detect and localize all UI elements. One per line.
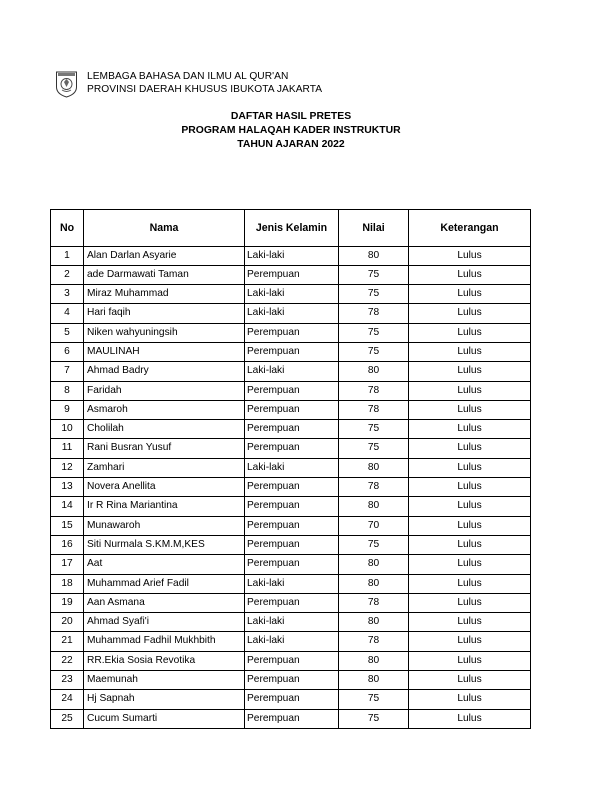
- cell-keterangan: Lulus: [409, 400, 531, 419]
- cell-jenis-kelamin: Laki-laki: [245, 458, 339, 477]
- cell-nama: ade Darmawati Taman: [84, 265, 245, 284]
- cell-jenis-kelamin: Laki-laki: [245, 574, 339, 593]
- cell-keterangan: Lulus: [409, 323, 531, 342]
- cell-nilai: 75: [339, 265, 409, 284]
- cell-nilai: 78: [339, 593, 409, 612]
- cell-keterangan: Lulus: [409, 671, 531, 690]
- cell-no: 8: [51, 381, 84, 400]
- cell-no: 6: [51, 342, 84, 361]
- cell-keterangan: Lulus: [409, 613, 531, 632]
- cell-nama: Ahmad Badry: [84, 362, 245, 381]
- cell-nama: Novera Anellita: [84, 478, 245, 497]
- title-line-3: TAHUN AJARAN 2022: [237, 138, 345, 150]
- cell-keterangan: Lulus: [409, 458, 531, 477]
- cell-nama: Muhammad Fadhil Mukhbith: [84, 632, 245, 651]
- table-row: [51, 304, 531, 323]
- cell-nama: Ahmad Syafi'i: [84, 613, 245, 632]
- cell-keterangan: Lulus: [409, 246, 531, 265]
- cell-nilai: 78: [339, 304, 409, 323]
- cell-nama: Ir R Rina Mariantina: [84, 497, 245, 516]
- cell-no: 9: [51, 400, 84, 419]
- header-no: No: [51, 210, 84, 247]
- cell-no: 12: [51, 458, 84, 477]
- table-header-row: [51, 210, 531, 247]
- cell-nilai: 80: [339, 362, 409, 381]
- cell-keterangan: Lulus: [409, 555, 531, 574]
- table-row: [51, 400, 531, 419]
- cell-nilai: 75: [339, 709, 409, 728]
- cell-keterangan: Lulus: [409, 362, 531, 381]
- cell-nama: Hj Sapnah: [84, 690, 245, 709]
- table-row: [51, 516, 531, 535]
- cell-nama: Maemunah: [84, 671, 245, 690]
- cell-jenis-kelamin: Perempuan: [245, 420, 339, 439]
- cell-no: 2: [51, 265, 84, 284]
- cell-nama: Hari faqih: [84, 304, 245, 323]
- cell-nilai: 75: [339, 439, 409, 458]
- cell-keterangan: Lulus: [409, 709, 531, 728]
- cell-keterangan: Lulus: [409, 593, 531, 612]
- cell-nilai: 80: [339, 555, 409, 574]
- cell-keterangan: Lulus: [409, 651, 531, 670]
- cell-jenis-kelamin: Perempuan: [245, 690, 339, 709]
- cell-jenis-kelamin: Perempuan: [245, 342, 339, 361]
- institution-name: LEMBAGA BAHASA DAN ILMU AL QUR'AN: [87, 71, 289, 82]
- cell-jenis-kelamin: Perempuan: [245, 593, 339, 612]
- cell-jenis-kelamin: Perempuan: [245, 381, 339, 400]
- cell-nama: Aat: [84, 555, 245, 574]
- cell-nilai: 80: [339, 671, 409, 690]
- cell-no: 3: [51, 285, 84, 304]
- cell-nilai: 75: [339, 535, 409, 554]
- cell-nilai: 80: [339, 497, 409, 516]
- table-row: [51, 458, 531, 477]
- cell-nama: RR.Ekia Sosia Revotika: [84, 651, 245, 670]
- cell-nilai: 80: [339, 458, 409, 477]
- cell-nama: Asmaroh: [84, 400, 245, 419]
- table-row: [51, 593, 531, 612]
- cell-jenis-kelamin: Perempuan: [245, 516, 339, 535]
- cell-keterangan: Lulus: [409, 478, 531, 497]
- cell-nama: Faridah: [84, 381, 245, 400]
- table-row: [51, 613, 531, 632]
- cell-nama: Cholilah: [84, 420, 245, 439]
- cell-no: 14: [51, 497, 84, 516]
- cell-nama: Rani Busran Yusuf: [84, 439, 245, 458]
- cell-jenis-kelamin: Laki-laki: [245, 613, 339, 632]
- cell-jenis-kelamin: Perempuan: [245, 497, 339, 516]
- header-nilai: Nilai: [339, 210, 409, 247]
- cell-keterangan: Lulus: [409, 381, 531, 400]
- cell-no: 23: [51, 671, 84, 690]
- cell-no: 17: [51, 555, 84, 574]
- cell-no: 25: [51, 709, 84, 728]
- cell-nama: Munawaroh: [84, 516, 245, 535]
- cell-no: 21: [51, 632, 84, 651]
- header-jenis-kelamin: Jenis Kelamin: [245, 210, 339, 247]
- cell-keterangan: Lulus: [409, 632, 531, 651]
- table-row: [51, 671, 531, 690]
- cell-no: 16: [51, 535, 84, 554]
- cell-keterangan: Lulus: [409, 420, 531, 439]
- cell-no: 4: [51, 304, 84, 323]
- cell-jenis-kelamin: Laki-laki: [245, 362, 339, 381]
- cell-nilai: 75: [339, 420, 409, 439]
- table-row: [51, 381, 531, 400]
- cell-nilai: 80: [339, 246, 409, 265]
- cell-no: 20: [51, 613, 84, 632]
- header-keterangan: Keterangan: [409, 210, 531, 247]
- table-row: [51, 574, 531, 593]
- cell-keterangan: Lulus: [409, 535, 531, 554]
- table-row: [51, 478, 531, 497]
- cell-nilai: 78: [339, 478, 409, 497]
- cell-jenis-kelamin: Perempuan: [245, 265, 339, 284]
- cell-no: 10: [51, 420, 84, 439]
- cell-nilai: 78: [339, 400, 409, 419]
- cell-keterangan: Lulus: [409, 342, 531, 361]
- table-row: [51, 535, 531, 554]
- header-nama: Nama: [84, 210, 245, 247]
- cell-nilai: 75: [339, 323, 409, 342]
- table-row: [51, 632, 531, 651]
- table-row: [51, 285, 531, 304]
- cell-nama: Aan Asmana: [84, 593, 245, 612]
- jakarta-coat-of-arms-icon: [55, 70, 78, 98]
- table-row: [51, 265, 531, 284]
- cell-nilai: 80: [339, 574, 409, 593]
- cell-nilai: 78: [339, 632, 409, 651]
- cell-no: 11: [51, 439, 84, 458]
- table-row: [51, 709, 531, 728]
- cell-jenis-kelamin: Laki-laki: [245, 632, 339, 651]
- cell-jenis-kelamin: Perempuan: [245, 478, 339, 497]
- cell-no: 19: [51, 593, 84, 612]
- cell-nama: Cucum Sumarti: [84, 709, 245, 728]
- cell-keterangan: Lulus: [409, 439, 531, 458]
- cell-no: 18: [51, 574, 84, 593]
- table-row: [51, 342, 531, 361]
- cell-no: 15: [51, 516, 84, 535]
- cell-nama: MAULINAH: [84, 342, 245, 361]
- cell-jenis-kelamin: Perempuan: [245, 535, 339, 554]
- table-row: [51, 690, 531, 709]
- cell-no: 1: [51, 246, 84, 265]
- table-row: [51, 497, 531, 516]
- table-row: [51, 323, 531, 342]
- cell-nama: Alan Darlan Asyarie: [84, 246, 245, 265]
- cell-jenis-kelamin: Perempuan: [245, 323, 339, 342]
- cell-nilai: 70: [339, 516, 409, 535]
- cell-nama: Muhammad Arief Fadil: [84, 574, 245, 593]
- cell-keterangan: Lulus: [409, 265, 531, 284]
- cell-keterangan: Lulus: [409, 516, 531, 535]
- cell-nama: Miraz Muhammad: [84, 285, 245, 304]
- table-row: [51, 420, 531, 439]
- cell-nama: Zamhari: [84, 458, 245, 477]
- title-line-1: DAFTAR HASIL PRETES: [230, 111, 352, 122]
- cell-nilai: 78: [339, 381, 409, 400]
- cell-nilai: 80: [339, 613, 409, 632]
- table-row: [51, 555, 531, 574]
- cell-jenis-kelamin: Laki-laki: [245, 304, 339, 323]
- cell-nilai: 75: [339, 342, 409, 361]
- cell-keterangan: Lulus: [409, 304, 531, 323]
- cell-jenis-kelamin: Perempuan: [245, 671, 339, 690]
- table-row: [51, 651, 531, 670]
- cell-jenis-kelamin: Perempuan: [245, 651, 339, 670]
- table-row: [51, 362, 531, 381]
- cell-nilai: 80: [339, 651, 409, 670]
- cell-keterangan: Lulus: [409, 574, 531, 593]
- cell-no: 5: [51, 323, 84, 342]
- cell-no: 22: [51, 651, 84, 670]
- cell-jenis-kelamin: Laki-laki: [245, 246, 339, 265]
- table-row: [51, 439, 531, 458]
- cell-jenis-kelamin: Perempuan: [245, 555, 339, 574]
- cell-keterangan: Lulus: [409, 690, 531, 709]
- cell-nama: Siti Nurmala S.KM.M,KES: [84, 535, 245, 554]
- province-name: PROVINSI DAERAH KHUSUS IBUKOTA JAKARTA: [87, 84, 323, 95]
- results-table: [50, 209, 531, 729]
- document-title: [0, 110, 582, 151]
- letterhead: [55, 70, 322, 98]
- cell-nama: Niken wahyuningsih: [84, 323, 245, 342]
- title-line-2: PROGRAM HALAQAH KADER INSTRUKTUR: [181, 124, 401, 136]
- cell-jenis-kelamin: Laki-laki: [245, 285, 339, 304]
- table-row: [51, 246, 531, 265]
- cell-nilai: 75: [339, 285, 409, 304]
- cell-no: 24: [51, 690, 84, 709]
- cell-nilai: 75: [339, 690, 409, 709]
- cell-keterangan: Lulus: [409, 497, 531, 516]
- cell-keterangan: Lulus: [409, 285, 531, 304]
- cell-jenis-kelamin: Perempuan: [245, 709, 339, 728]
- cell-jenis-kelamin: Perempuan: [245, 400, 339, 419]
- cell-no: 7: [51, 362, 84, 381]
- cell-no: 13: [51, 478, 84, 497]
- cell-jenis-kelamin: Perempuan: [245, 439, 339, 458]
